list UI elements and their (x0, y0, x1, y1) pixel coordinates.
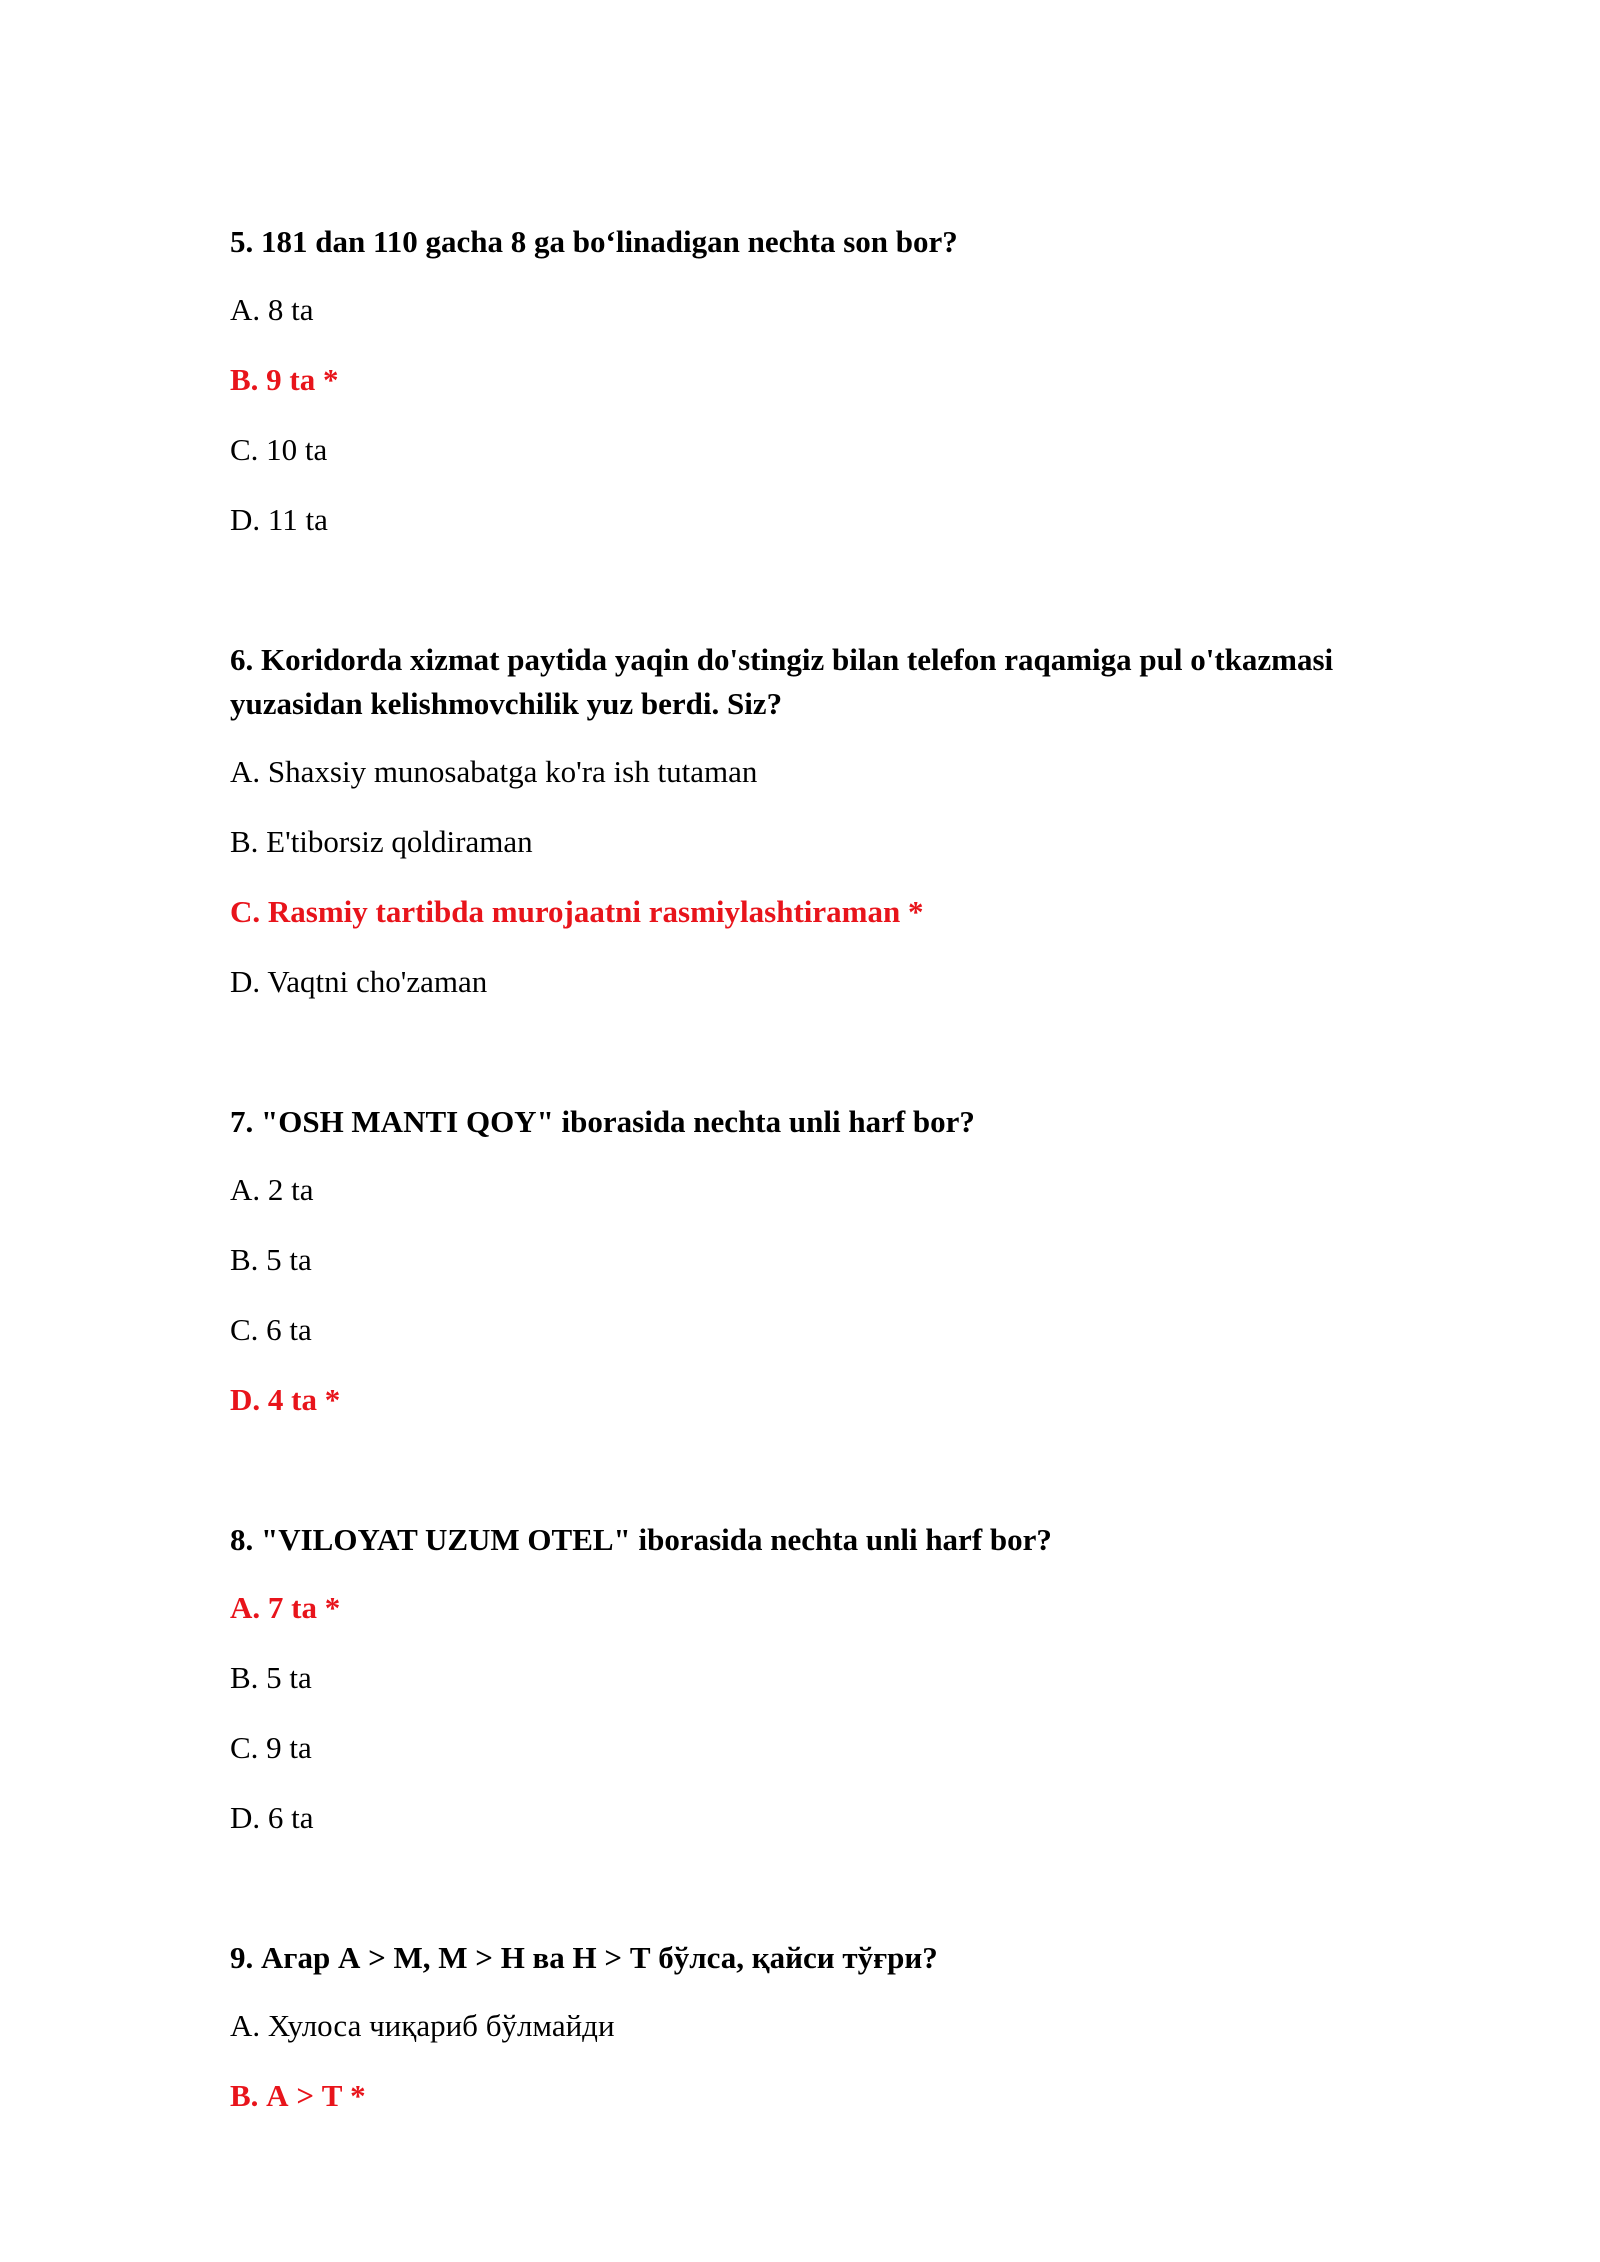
option: C. Rasmiy tartibda murojaatni rasmiylashtiraman * (230, 894, 924, 929)
option: B. E'tiborsiz qoldiraman (230, 824, 533, 859)
option: A. 7 ta * (230, 1590, 341, 1625)
question-text: 8. "VILOYAT UZUM OTEL" iborasida nechta unli harf bor? (230, 1522, 1052, 1557)
option: C. 6 ta (230, 1312, 312, 1347)
question-9 (230, 1936, 1410, 2113)
option: D. Vaqtni cho'zaman (230, 964, 488, 999)
question-8 (230, 1518, 1410, 1835)
question-text: 9. Агар А > М, М > Н ва Н > Т бўлса, қайси тўғри? (230, 1940, 938, 1975)
option: А. Хулоса чиқариб бўлмайди (230, 2008, 615, 2043)
option: D. 11 ta (230, 502, 328, 537)
option: A. 8 ta (230, 292, 314, 327)
question-text: 5. 181 dan 110 gacha 8 ga bo‘linadigan nechta son bor? (230, 224, 958, 259)
option: B. 5 ta (230, 1660, 312, 1695)
option: A. 2 ta (230, 1172, 314, 1207)
question-6 (230, 638, 1410, 999)
option: C. 9 ta (230, 1730, 312, 1765)
option: A. Shaxsiy munosabatga ko'ra ish tutaman (230, 754, 758, 789)
option: D. 6 ta (230, 1800, 314, 1835)
option: D. 4 ta * (230, 1382, 341, 1417)
question-7 (230, 1100, 1410, 1417)
option: B. 5 ta (230, 1242, 312, 1277)
option: B. А > Т * (230, 2078, 366, 2113)
question-text: 6. Koridorda xizmat paytida yaqin do'stingiz bilan telefon raqamiga pul o'tkazmasi yuzasidan kelishmovchilik yuz berdi. Siz? (230, 642, 1334, 721)
question-text: 7. "OSH MANTI QOY" iborasida nechta unli harf bor? (230, 1104, 975, 1139)
question-5 (230, 220, 1410, 537)
option: B. 9 ta * (230, 362, 339, 397)
option: C. 10 ta (230, 432, 328, 467)
